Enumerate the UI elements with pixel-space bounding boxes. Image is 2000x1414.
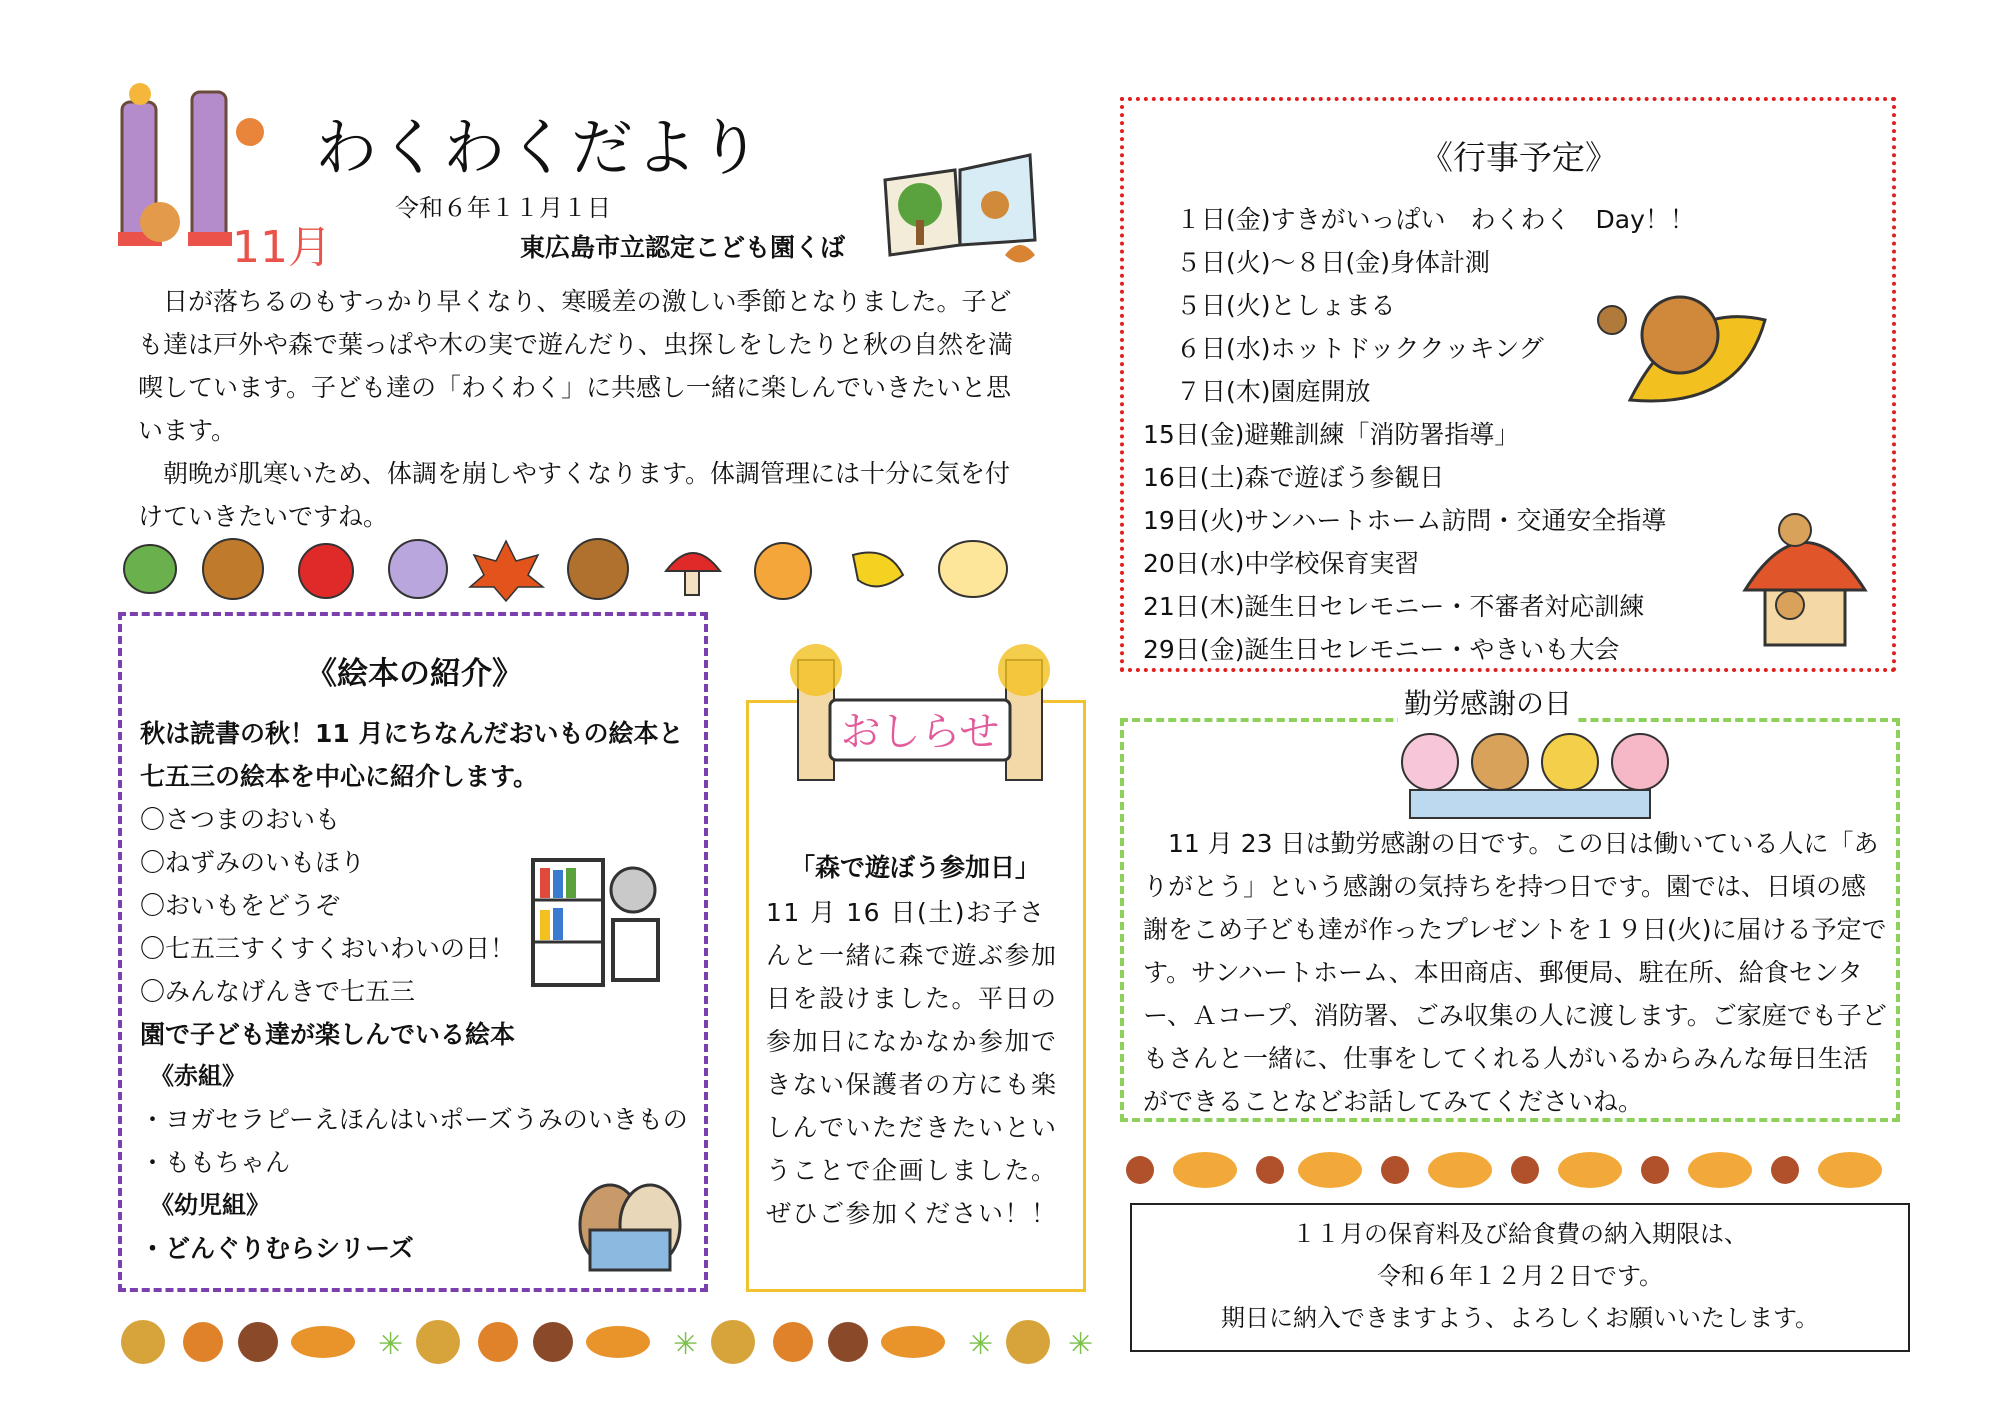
leaf-icon <box>881 1326 945 1358</box>
chestnut-icon <box>533 1322 573 1362</box>
squirrel-icon <box>1298 1152 1362 1188</box>
workers-characters-icon <box>1390 722 1670 822</box>
event-item: 19日(火)サンハートホーム訪問・交通安全指導 <box>1143 506 1667 535</box>
svg-text:✳: ✳ <box>378 1327 404 1362</box>
group-red-label: 《赤組》 <box>150 1062 246 1090</box>
fee-line-3: 期日に納入できますよう、よろしくお願いいたします。 <box>1220 1304 1820 1332</box>
mushroom-icon <box>666 553 720 571</box>
acorn-icon <box>773 1322 813 1362</box>
events-title: 《行事予定》 <box>1420 138 1618 177</box>
event-item: 21日(木)誕生日セレモニー・不審者対応訓練 <box>1143 592 1645 621</box>
young-group-books <box>140 1227 414 1270</box>
bookshelf-mouse-icon <box>528 850 668 990</box>
book-item: ・ヨガセラピーえほんはいポーズうみのいきもの <box>140 1105 688 1134</box>
chestnut-icon <box>1641 1156 1669 1184</box>
owls-reading-icon <box>570 1170 690 1280</box>
chestnut-icon <box>1511 1156 1539 1184</box>
notice-heading: 「森で遊ぼう参加日」 <box>790 853 1041 882</box>
event-item: 20日(水)中学校保育実習 <box>1143 549 1420 578</box>
maple-leaf-icon <box>470 541 543 601</box>
event-item: 16日(土)森で遊ぼう参観日 <box>1143 463 1445 492</box>
acorn-icon <box>478 1322 518 1362</box>
acorn-icon <box>121 1320 165 1364</box>
event-item: ５日(火)～８日(金)身体計測 <box>1176 248 1491 277</box>
squirrel-on-leaf-icon <box>1590 280 1770 425</box>
open-book-squirrel-icon <box>880 150 1040 268</box>
event-item: 29日(金)誕生日セレモニー・やきいも大会 <box>1143 635 1620 664</box>
book-item: 〇ねずみのいもほり <box>140 848 366 877</box>
book-intro-title: 《絵本の紹介》 <box>306 656 523 692</box>
chestnut-icon <box>1771 1156 1799 1184</box>
fee-line-1: １１月の保育料及び給食費の納入期限は、 <box>1292 1220 1748 1248</box>
fee-line-2: 令和６年１２月２日です。 <box>1376 1262 1664 1290</box>
labor-thanks-title: 勤労感謝の日 <box>1398 682 1578 722</box>
apple-icon <box>299 544 353 598</box>
labor-thanks-body <box>1143 822 1888 1123</box>
chestnut-icon <box>1256 1156 1284 1184</box>
event-item: １日(金)すきがいっぱい わくわく Day！！ <box>1176 205 1695 234</box>
issue-date: 令和６年１１月１日 <box>395 194 611 222</box>
book-item: 〇さつまのおいも <box>140 805 341 834</box>
book-subheading: 園で子ども達が楽しんでいる絵本 <box>140 1020 516 1049</box>
autumn-icon-row <box>118 535 1018 603</box>
notice-body <box>766 891 1071 1235</box>
events-list <box>1143 198 1695 671</box>
book-intro-lead <box>140 712 684 798</box>
month-badge-illustration <box>100 82 332 273</box>
ginkgo-leaf-icon <box>853 553 903 587</box>
event-item: ６日(水)ホットドッククッキング <box>1176 334 1544 363</box>
mouse-face-icon <box>389 540 447 598</box>
newsletter-title: わくわくだより <box>315 111 764 184</box>
book-item: 〇みんなげんきで七五三 <box>140 977 416 1006</box>
squirrel-icon <box>1688 1152 1752 1188</box>
acorn-icon <box>183 1322 223 1362</box>
squirrel-icon <box>1818 1152 1882 1188</box>
notice-header-text: おしらせ <box>840 709 1000 755</box>
svg-text:✳: ✳ <box>673 1327 699 1362</box>
intro-paragraph-2: 朝晩が肌寒いため、体調を崩しやすくなります。体調管理には十分に気を付けていきたいですね。 <box>138 459 1011 531</box>
squirrel-icon <box>1428 1152 1492 1188</box>
chestnut-icon <box>828 1322 868 1362</box>
acorn-leaf-border <box>118 1310 1108 1372</box>
svg-text:✳: ✳ <box>968 1327 994 1362</box>
notice-paragraph-1: 11 月 16 日(土)お子さんと一緒に森で遊ぶ参加日を設けました。平日の参加日になかなか参加できない保護者の方にも楽しんでいただきたいということで企画しました。 <box>766 898 1058 1185</box>
book-item: ・どんぐりむらシリーズ <box>140 1234 414 1263</box>
fox-face-icon <box>755 543 811 599</box>
notice-paragraph-2: ぜひご参加ください！！ <box>766 1199 1058 1228</box>
svg-text:✳: ✳ <box>1068 1327 1094 1362</box>
leaf-icon <box>586 1326 650 1358</box>
tanuki-face-icon <box>203 539 263 599</box>
chestnut-squirrel-border <box>1120 1145 1910 1195</box>
event-item: ７日(木)園庭開放 <box>1176 377 1371 406</box>
event-item: ５日(火)としょまる <box>1176 291 1396 320</box>
labor-thanks-paragraph: 11 月 23 日は勤労感謝の日です。この日は働いている人に「ありがとう」という感謝の気持ちを持つ日です。園では、日頃の感謝をこめ子ども達が作ったプレゼントを１９日(火)に届ける予定です。サンハートホーム、本田商店、郵便局、駐在所、給食センター、Ａコープ、消防署、ごみ収集の人に渡します。ご家庭でも子どもさんと一緒に、仕事をしてくれる人がいるからみんな毎日生活ができることなどお話してみてくださいね。 <box>1143 829 1887 1116</box>
fee-notice-text <box>1130 1213 1910 1339</box>
book-lead-line-2: 七五三の絵本を中心に紹介します。 <box>140 762 539 791</box>
month-badge-text: 11月 <box>232 222 332 273</box>
leaf-icon <box>124 545 176 593</box>
book-item: 〇おいもをどうぞ <box>140 891 341 920</box>
intro-text <box>138 280 1018 538</box>
notice-header-illustration <box>790 650 1050 785</box>
mushroom-house-cats-icon <box>1740 505 1870 655</box>
chestnut-icon <box>1381 1156 1409 1184</box>
intro-paragraph-1: 日が落ちるのもすっかり早くなり、寒暖差の激しい季節となりました。子ども達は戸外や森で葉っぱや木の実で遊んだり、虫探しをしたりと秋の自然を満喫しています。子ども達の「わくわく」に共感し一緒に楽しんでいきたいと思います。 <box>138 287 1014 445</box>
book-lead-line-1: 秋は読書の秋！11 月にちなんだおいもの絵本と <box>140 719 684 748</box>
acorn-icon <box>416 1320 460 1364</box>
chestnut-icon <box>238 1322 278 1362</box>
book-list <box>140 798 515 1013</box>
acorn-icon <box>711 1320 755 1364</box>
acorn-icon <box>1006 1320 1050 1364</box>
book-item: 〇七五三すくすくおいわいの日！ <box>140 934 516 963</box>
squirrel-icon <box>1558 1152 1622 1188</box>
group-young-label: 《幼児組》 <box>150 1191 270 1219</box>
leaf-icon <box>291 1326 355 1358</box>
squirrel-icon <box>1173 1152 1237 1188</box>
school-name: 東広島市立認定こども園くば <box>520 233 846 262</box>
dog-face-icon <box>939 541 1007 597</box>
bear-face-icon <box>568 539 628 599</box>
event-item: 15日(金)避難訓練「消防署指導」 <box>1143 420 1520 449</box>
chestnut-icon <box>1126 1156 1154 1184</box>
book-item: ・ももちゃん <box>140 1148 291 1177</box>
